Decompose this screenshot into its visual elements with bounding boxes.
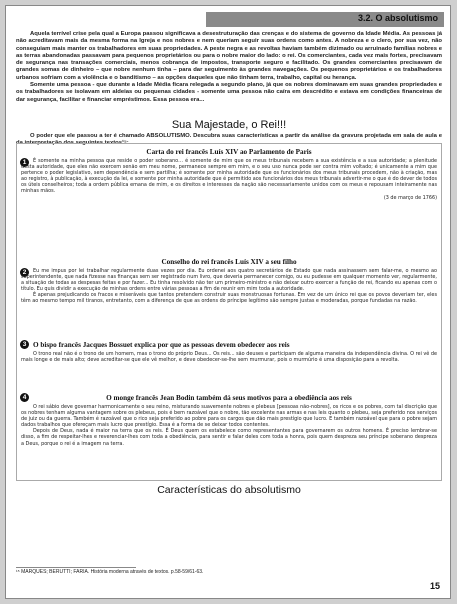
text-1-title: Carta do rei francês Luís XIV ao Parlamento de Paris [146, 148, 312, 156]
main-heading: Sua Majestade, o Rei!!! [171, 119, 287, 131]
footnote: ¹⁵ MARQUES; BERUTTI; FARIA. História moderna através de textos. p.58-59/61-63. [16, 569, 204, 575]
text-3-paragraph: O trono real não é o trono de um homem, mas o trono do próprio Deus... Os reis... são deuses e participam de alguma maneira da independência divina. O rei vê de mais longe e de mais alto; deve acreditar-se que ele vê melhor, e deve obedecer-se-lhe sem murmurar, pois o murmúrio é uma disposição para a revolta. [21, 351, 437, 364]
subintro-text: O poder que ele passou a ter é chamado ABSOLUTISMO. Descubra suas características a partir da análise da gravura projetada em sala de aula e da interpretação dos seguintes textos¹⁵: [16, 133, 442, 147]
intro-text [16, 31, 442, 104]
text-2-number: 2 [20, 268, 29, 277]
footnote-divider [16, 567, 136, 568]
text-4-paragraph-1: O rei sábio deve governar harmonicamente o seu reino, misturando suavemente nobres e plebeus [pessoas não-nobres], os ricos e os pobres, com tal discrição que os nobres tenham alguma vantagem sobre os plebeus, pois é bem razoável que o nobre, tão excelente nas armas e nas leis quanto o plebeu, seja preferido nos serviços de juiz ou da guerra. Também é razoável que o rico seja preferido ao pobre para os cargos que dão mais prestígio que lucro. E também razoável que para o pobre sejam dados trabalhos que ofereçam mais lucro que prestígio. Essa é a forma de se deixar todos contentes. [21, 404, 437, 429]
secondary-heading: Características do absolutismo [157, 484, 301, 496]
intro-paragraph-2: Somente uma pessoa - que durante a Idade Média ficara relegada a segundo plano, já que os nobres dominavam em suas grandes propriedades e os trabalhadores se isolavam em aldeias ou pequenas cidades - somente uma pessoa não caíra em descrédito e estava em condições financeiras de dar segurança, facilitar e financiar empréstimos. Essa pessoa era... [16, 82, 442, 103]
section-header-bar [206, 12, 444, 27]
text-2-paragraph-1: Eu me impus por lei trabalhar regularmente duas vezes por dia. Eu ordenei aos quatro secretários de Estado que nada assinassem sem falar-me, o mesmo ao superintendente, que nada fizesse nas finanças sem ser registrado num livro, que deveria permanecer comigo, ou eu pudesse em qualquer momento ver, regularmente, a situação de todas as despesas feitas e por fazer... Eu tinha resolvido não ter um primeiro-ministro e não deixar outro exercer a função de rei, ficando eu apenas com o título. Eu quis dividir a execução de minhas ordens entre várias pessoas a fim de reunir em mim toda a autoridade. [21, 268, 437, 293]
section-title: 3.2. O absolutismo [357, 13, 438, 23]
document-page [5, 5, 451, 599]
texts-box [16, 143, 442, 481]
text-1-date: (3 de março de 1766) [383, 194, 437, 201]
text-2-body [21, 268, 437, 305]
text-1-paragraph: É somente na minha pessoa que reside o poder soberano… é somente de mim que os meus tribunais recebem a sua existência e a sua autoridade; a plenitude desta autoridade, que eles não exercem senão em meu nome, permanece sempre em mim, e o seu uso nunca pode ser contra mim voltado; é unicamente a mim que pertence o poder legislativo, sem dependência e sem partilha; é somente por minha autoridade que os funcionários dos meus tribunais procedem, não à criação, mas ao registro, à publicação, à execução da lei, e somente por minha autoridade que é permitido aos funcionários dos meus tribunais advertir-me o que é do dever de todos os úteis conselheiros; toda a ordem pública emana de mim, e os direitos e interesses da nação são necessariamente unidos com os meus e repousam inteiramente nas minhas mãos. [21, 158, 437, 195]
intro-paragraph-1: Aquela terrível crise pela qual a Europa passou significava a desestruturação das crenças e do sistema de governo da Idade Média. As pessoas já não acreditavam mais da mesma forma na Igreja e nos nobres e nem queriam seguir suas ordens como antes. A nobreza e o clero, por sua vez, não conseguiam mais manter os trabalhadores em suas propriedades. A peste negra e as revoltas haviam também dizimado ou arruinado famílias nobres e as terras abandonadas passavam para pequenos proprietários ou para o nobre maior do lado: o rei. Os comerciantes, cada vez mais fortes, precisavam de segurança nas transações comerciais, menos cobrança de impostos, transporte seguro e facilitado. Os grandes comerciantes precisavam de grandes somas de dinheiro – que nobre nenhum tinha – para dar seguimento às grandes navegações. Os pequenos proprietários e os trabalhadores urbanos sofriam com a violência e o banditismo – as opções daqueles que não tinham terra, trabalho, capital ou herança. [16, 31, 442, 81]
text-4-body [21, 404, 437, 447]
text-3-body [21, 351, 437, 363]
text-4-number: 4 [20, 393, 29, 402]
text-1-body [21, 158, 437, 201]
text-3-number: 3 [20, 340, 29, 349]
text-2-title: Conselho do rei francês Luís XIV a seu filho [161, 258, 297, 266]
text-3-title: O bispo francês Jacques Bossuet explica por que as pessoas devem obedecer aos reis [33, 341, 290, 349]
text-4-title: O monge francês Jean Bodin também dá seus motivos para a obediência aos reis [106, 394, 352, 402]
page-number: 15 [429, 581, 440, 591]
text-1-number: 1 [20, 158, 29, 167]
text-4-paragraph-2: Depois de Deus, nada é maior na terra que os reis. É Deus quem os estabelece como representantes para governarem os outros homens. É preciso lembrar-se disso, a fim de respeitar-lhes e reverenciar-lhes com toda a obediência, para sentir e falar deles com toda a honra, pois quem despreza seu príncipe soberano despreza a Deus, porque o rei é a imagem na terra. [21, 428, 437, 447]
text-2-paragraph-2: É apenas prejudicando os fracos e miseráveis que tantos pretendem construir suas monstruosas fortunas. Em vez de um único rei que os povos deveriam ter, eles têm ao mesmo tempo mil tiranos, entretanto, com a diferença de que as ordens do príncipe legítimo são sempre justas e moderadas, porque fundadas na razão. [21, 292, 437, 305]
